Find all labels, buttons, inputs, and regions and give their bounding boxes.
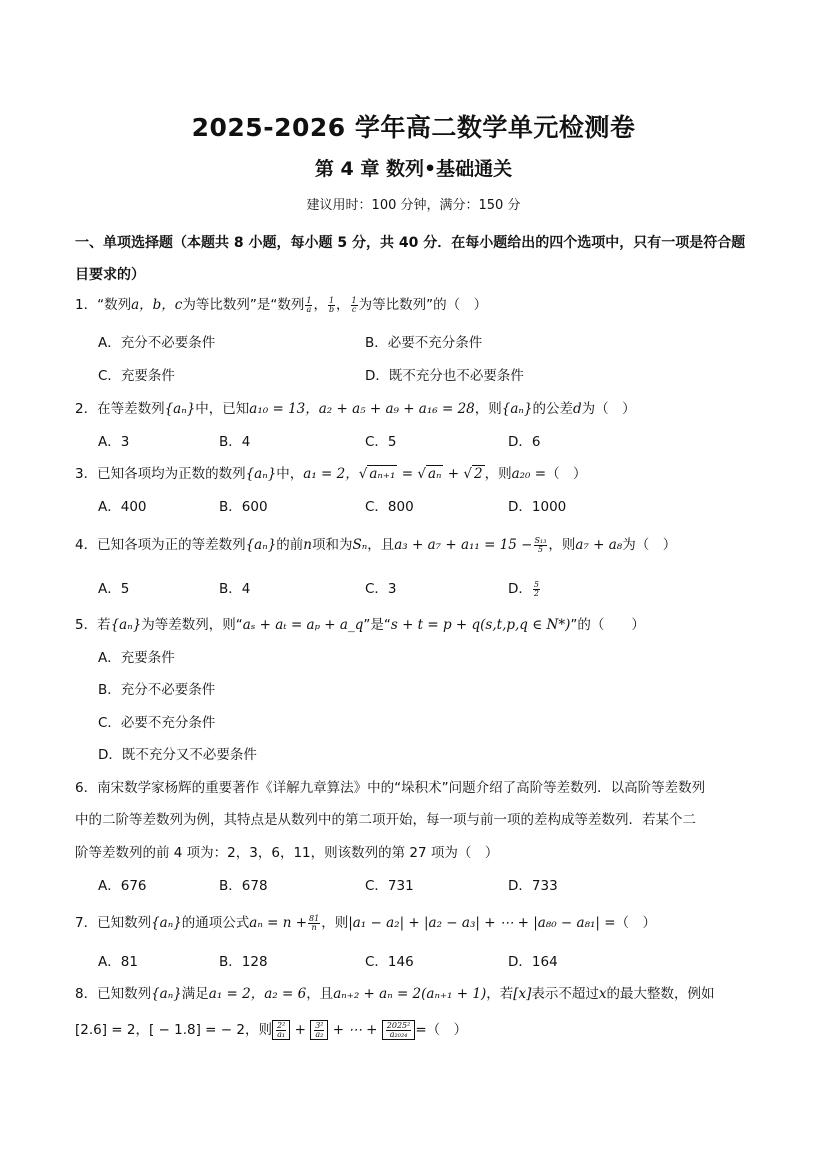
q1-option-b: B．必要不充分条件 xyxy=(365,335,483,351)
q2-option-b: B．4 xyxy=(219,434,251,450)
q7-frac xyxy=(308,915,320,932)
q7-option-c: C．146 xyxy=(365,954,414,970)
q4-option-a: A．5 xyxy=(98,581,130,597)
q8-line2-text-b: =（ ） xyxy=(415,1022,468,1038)
q5-option-b: B．充分不必要条件 xyxy=(98,682,216,698)
q3-text-e: （ ） xyxy=(546,466,587,482)
q8-term-3-frac xyxy=(386,1022,412,1039)
q3-root-2: √ aₙ xyxy=(417,466,442,482)
q7-sum: |a₁ − a₂| + |a₂ − a₃| + ⋯ + |a₈₀ − a₈₁| = xyxy=(348,915,616,931)
q3-root-1: √ aₙ₊₁ xyxy=(358,466,396,482)
q6-line-1: 6．南宋数学家杨辉的重要著作《详解九章算法》中的“垛积术”问题介绍了高阶等差数列．以高阶等差数列 xyxy=(75,780,706,796)
question-8 xyxy=(75,985,715,1003)
q8-term-1 xyxy=(272,1020,290,1040)
q8-floor: [x] xyxy=(513,986,532,1002)
q2-seq2: {aₙ} xyxy=(501,401,533,417)
q3-text-c: ，则 xyxy=(484,466,512,482)
q7-text-c: ，则 xyxy=(321,915,349,931)
q1-comma-1: ， xyxy=(313,297,327,313)
q4-frac-den: 5 xyxy=(537,544,543,554)
q4-n: n xyxy=(303,537,312,553)
q6-option-b: B．678 xyxy=(219,878,268,894)
q7-option-a: A．81 xyxy=(98,954,138,970)
q6-option-a: A．676 xyxy=(98,878,147,894)
q8-text-e: 表示不超过 xyxy=(531,986,599,1002)
q2-option-a: A．3 xyxy=(98,434,130,450)
q1-frac-b-den: b xyxy=(328,304,335,314)
q2-text-c: ，则 xyxy=(474,401,502,417)
q4-option-d-num: 5 xyxy=(533,579,539,589)
q6-line-3: 阶等差数列的前 4 项为：2，3，6，11，则该数列的第 27 项为（ ） xyxy=(75,845,499,861)
q1-vars: a，b，c xyxy=(131,297,183,313)
q7-text-b: 的通项公式 xyxy=(181,915,250,931)
question-8-line-2 xyxy=(75,1020,467,1040)
q1-frac-a-num: 1 xyxy=(306,295,312,305)
q1-frac-c-den: c xyxy=(351,304,357,314)
q8-x: x xyxy=(598,986,607,1002)
q2-text-a: 2．在等差数列 xyxy=(75,401,165,417)
q5-cond-2: s + t = p + q(s,t,p,q ∈ N*) xyxy=(390,617,571,633)
q3-plus: + xyxy=(443,466,464,482)
q6-option-c: C．731 xyxy=(365,878,414,894)
section-heading-line1: 一、单项选择题（本题共 8 小题，每小题 5 分，共 40 分．在每小题给出的四个选项中，只有一项是符合题 xyxy=(75,235,746,251)
q4-text-e: ，则 xyxy=(548,537,576,553)
time-score-advice: 建议用时：100 分钟，满分：150 分 xyxy=(306,198,521,213)
q6-line-2: 中的二阶等差数列为例，其特点是从数列中的第二项开始，每一项与前一项的差构成等差数列．若某个二 xyxy=(75,812,696,828)
q1-option-a: A．充分不必要条件 xyxy=(98,335,216,351)
q8-term-2-num: 3² xyxy=(315,1020,324,1030)
q8-term-1-frac xyxy=(276,1022,286,1039)
q3-option-d: D．1000 xyxy=(508,499,567,515)
q8-recurrence: aₙ₊₂ + aₙ = 2(aₙ₊₁ + 1) xyxy=(333,986,487,1002)
q8-term-1-den: a₁ xyxy=(277,1029,286,1039)
q7-formula: aₙ = n + xyxy=(249,915,308,931)
q2-condition: a₁₀ = 13，a₂ + a₅ + a₉ + a₁₆ = 28 xyxy=(249,401,475,417)
q1-comma-2: ， xyxy=(336,297,350,313)
q4-text-d: ，且 xyxy=(367,537,395,553)
q2-d-var: d xyxy=(572,401,582,417)
q4-option-d xyxy=(508,580,541,598)
q3-root-2-arg: aₙ xyxy=(427,466,442,482)
q2-option-c: C．5 xyxy=(365,434,397,450)
q7-frac-den: n xyxy=(311,922,317,932)
q4-text-f: 为（ ） xyxy=(622,537,677,553)
q4-frac-num: S₁₃ xyxy=(534,535,547,545)
q4-text-b: 的前 xyxy=(276,537,304,553)
q8-text-f: 的最大整数，例如 xyxy=(606,986,715,1002)
q8-text-b: 满足 xyxy=(181,986,209,1002)
q7-text-e: （ ） xyxy=(615,915,657,931)
q5-text-c: ”是“ xyxy=(363,617,391,633)
q2-seq: {aₙ} xyxy=(164,401,196,417)
q3-a20: a₂₀ = xyxy=(511,466,547,482)
q7-seq: {aₙ} xyxy=(151,915,182,931)
q3-root-3-arg: 2 xyxy=(473,466,483,482)
q1-frac-c-num: 1 xyxy=(351,295,357,305)
q4-option-d-frac xyxy=(533,581,540,598)
section-heading-line2: 目要求的） xyxy=(75,267,145,283)
q8-term-2 xyxy=(310,1020,328,1040)
q7-option-b: B．128 xyxy=(219,954,268,970)
q7-frac-num: 81 xyxy=(309,913,320,923)
q4-option-d-den: 2 xyxy=(533,588,539,598)
q4-sn: Sₙ xyxy=(352,537,368,553)
question-5 xyxy=(75,616,645,634)
q4-frac xyxy=(534,537,548,554)
q1-text-e: 为等比数列”的（ ） xyxy=(358,297,488,313)
q2-text-b: 中，已知 xyxy=(195,401,250,417)
q5-text-a: 5．若 xyxy=(75,617,111,633)
q3-option-c: C．800 xyxy=(365,499,414,515)
q4-ask: a₇ + a₈ xyxy=(575,537,623,553)
q5-text-b: 为等差数列，则“ xyxy=(141,617,243,633)
q1-frac-b xyxy=(328,297,335,314)
q8-term-1-num: 2² xyxy=(276,1020,286,1030)
question-7 xyxy=(75,914,656,932)
q4-condition: a₃ + a₇ + a₁₁ = 15 − xyxy=(394,537,533,553)
q8-condition: a₁ = 2，a₂ = 6 xyxy=(208,986,307,1002)
q6-option-d: D．733 xyxy=(508,878,558,894)
question-4 xyxy=(75,536,676,554)
q8-text-c: ，且 xyxy=(306,986,334,1002)
q4-option-b: B．4 xyxy=(219,581,251,597)
q3-root-1-arg: aₙ₊₁ xyxy=(369,466,396,482)
q1-text-b: 为等比数列”是“数列 xyxy=(182,297,305,313)
q2-text-d: 的公差 xyxy=(532,401,573,417)
q3-text-a: 3．已知各项均为正数的数列 xyxy=(75,466,246,482)
q4-option-d-label: D． xyxy=(508,581,532,597)
q8-line2-text-a: [2.6] = 2，[ − 1.8] = − 2，则 xyxy=(75,1022,272,1038)
q8-term-2-den: a₂ xyxy=(315,1029,324,1039)
q2-option-d: D．6 xyxy=(508,434,541,450)
q8-term-3-num: 2025² xyxy=(386,1020,411,1030)
q4-text-c: 项和为 xyxy=(312,537,353,553)
q7-option-d: D．164 xyxy=(508,954,558,970)
q8-text-a: 8．已知数列 xyxy=(75,986,152,1002)
q8-text-d: ，若 xyxy=(486,986,514,1002)
q5-text-d: ”的（ ） xyxy=(570,617,645,633)
q8-seq: {aₙ} xyxy=(151,986,182,1002)
q5-option-c: C．必要不充分条件 xyxy=(98,715,216,731)
q4-text-a: 4．已知各项为正的等差数列 xyxy=(75,537,246,553)
q3-root-3: √ 2 xyxy=(463,466,483,482)
q1-frac-c xyxy=(351,297,358,314)
q3-text-b: 中， xyxy=(276,466,304,482)
q3-seq: {aₙ} xyxy=(245,466,277,482)
q5-option-d: D．既不充分又不必要条件 xyxy=(98,747,257,763)
q7-text-a: 7．已知数列 xyxy=(75,915,152,931)
q8-plus: + xyxy=(290,1022,311,1038)
q8-term-2-frac xyxy=(314,1022,324,1039)
question-2 xyxy=(75,400,636,418)
q1-option-d: D．既不充分也不必要条件 xyxy=(365,368,524,384)
q5-seq: {aₙ} xyxy=(110,617,142,633)
q3-option-a: A．400 xyxy=(98,499,147,515)
q8-term-3-den: a₂₀₂₄ xyxy=(389,1029,408,1039)
q8-term-3 xyxy=(382,1020,416,1040)
q2-text-e: 为（ ） xyxy=(581,401,636,417)
q8-dots: + ⋯ + xyxy=(328,1022,382,1038)
q3-cond-1: a₁ = 2， xyxy=(303,466,359,482)
q3-equals: = xyxy=(397,466,418,482)
exam-title: 2025-2026 学年高二数学单元检测卷 xyxy=(191,113,636,142)
q4-seq: {aₙ} xyxy=(245,537,277,553)
question-3 xyxy=(75,465,587,483)
q3-option-b: B．600 xyxy=(219,499,268,515)
q1-frac-b-num: 1 xyxy=(328,295,335,305)
q1-option-c: C．充要条件 xyxy=(98,368,175,384)
q1-frac-a xyxy=(305,297,312,314)
q1-text-a: 1．“数列 xyxy=(75,297,132,313)
exam-subtitle: 第 4 章 数列•基础通关 xyxy=(314,158,513,180)
question-1 xyxy=(75,296,487,314)
q4-option-c: C．3 xyxy=(365,581,397,597)
q5-cond-1: aₛ + aₜ = aₚ + a_q xyxy=(242,617,364,633)
section-heading xyxy=(75,227,755,291)
q5-option-a: A．充要条件 xyxy=(98,650,175,666)
q1-frac-a-den: a xyxy=(306,304,312,314)
